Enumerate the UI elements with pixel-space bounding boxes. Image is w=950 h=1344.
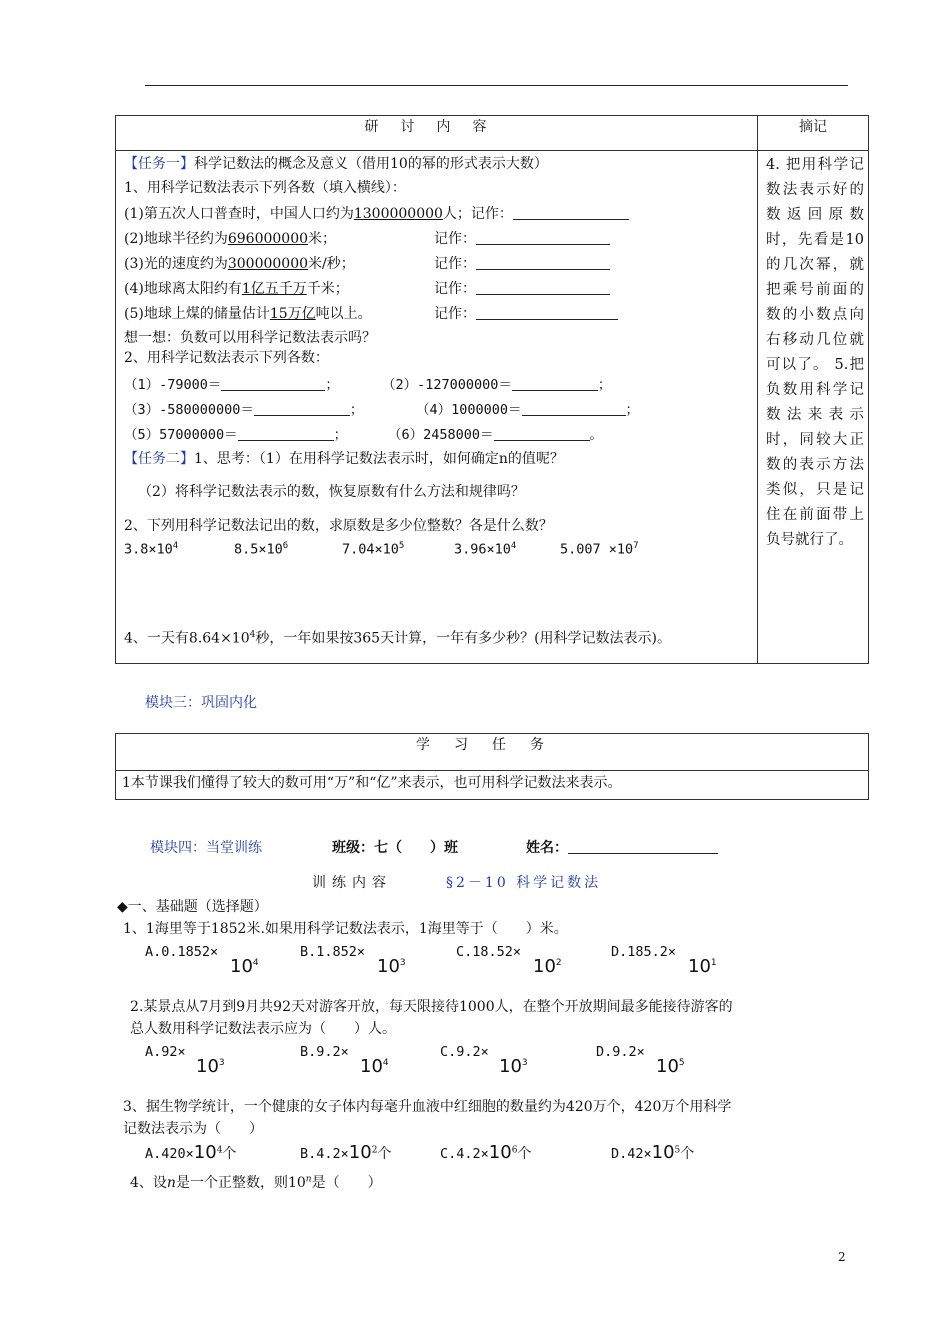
learning-task-table bbox=[115, 733, 869, 800]
basic-heading: ◆一、基础题（选择题） bbox=[117, 899, 268, 915]
item-5: (5)地球上煤的储量估计15万亿吨以上。 bbox=[124, 306, 372, 322]
q2-option-a: A.92× bbox=[145, 1044, 186, 1060]
item-1: (1)第五次人口普查时，中国人口约为1300000000人；记作： bbox=[124, 203, 629, 223]
answer-blank[interactable] bbox=[476, 305, 618, 320]
notes-header: 摘记 bbox=[758, 116, 869, 151]
q2-option-d: D.9.2× bbox=[596, 1044, 645, 1060]
task2-label: 【任务二】 bbox=[124, 451, 194, 467]
discussion-table bbox=[115, 115, 869, 664]
learning-task-header: 学习任务 bbox=[116, 734, 869, 771]
header-rule bbox=[145, 85, 848, 86]
q1-option-a: A.0.1852× bbox=[145, 944, 219, 960]
q3-option-c: $C.4.2\times 10^6$个 bbox=[440, 1142, 532, 1163]
name-label: 姓名： bbox=[526, 837, 718, 857]
answer-blank[interactable] bbox=[476, 230, 610, 245]
training-section: §2－10 科学记数法 bbox=[446, 875, 602, 891]
think-text: 想一想：负数可以用科学记数法表示吗？ bbox=[124, 330, 376, 346]
q1-option-c: C.18.52× bbox=[456, 944, 522, 960]
q1-option-d: D.185.2× bbox=[611, 944, 677, 960]
q2-stem: 2.某景点从7月到9月共92天对游客开放，每天限接待1000人，在整个开放期间最多能接待游客的 bbox=[130, 999, 733, 1015]
q3-option-d: $D.42\times 10^5$个 bbox=[611, 1142, 695, 1163]
q2-option-c: C.9.2× bbox=[440, 1044, 489, 1060]
page-number: 2 bbox=[838, 1250, 846, 1264]
answer-blank[interactable] bbox=[476, 255, 610, 270]
answer-blank[interactable] bbox=[513, 205, 629, 220]
notes-text: 4. 把用科学记数法表示好的数返回原数时，先看是10的几次幂，就把乘号前面的数的小数点向右移动几位就可以了。 5.把负数用科学记数法来表示时，同较大正数的表示方法类似，只是记住在前面带上负号就行了。 bbox=[766, 157, 864, 548]
q4-stem: 4、设n是一个正整数，则10$^n$是（ ） bbox=[130, 1174, 382, 1191]
learning-task-content: 1本节课我们懂得了较大的数可用“万”和“亿”来表示，也可用科学记数法来表示。 bbox=[116, 771, 869, 800]
discussion-content: 【任务一】科学记数法的概念及意义（借用10的幂的形式表示大数） 1、用科学记数法表示下列各数（填入横线）： (1)第五次人口普查时，中国人口约为1300000000人；记作： (2)地球半径约为696000000米； 记作： (3)光的速度约为300000000米/秒； 记作： (4)地球离太阳约有1亿五千万千米； 记作： (5)地球上煤的储量估计15万亿吨以上。 记作： 想一想：负数可以用科学记数法表示吗？ 2、用科学记数法表示下列各数： （1）-79000＝ ； （2）-127000000＝ ； （3）-580000000＝ ； （4）1000000＝ ； （5）57000000＝ ； （6）2458000＝ 。 【任务二】1、思考：（1）在用科学记数法表示时，如何确定n的值呢？ （2）将科学记数法表示的数，恢复原数有什么方法和规律吗？ 2、下列用科学记数法记出的数，求原数是多少位整数？各是什么数？ $3.8\times 10^4$ $8.5\times 10^6$ $7.04\times 10^5$ $3.96\times 10^4$ $5.007 \times 10^7$ 4、一天有$8.64\times 10^4$秒，一年如果按365天计算，一年有多少秒？(用科学记数法表示)。 bbox=[116, 151, 758, 664]
item-2: (2)地球半径约为696000000米； bbox=[124, 231, 337, 247]
module4-title: 模块四：当堂训练 bbox=[150, 840, 262, 856]
q2-intro: 2、用科学记数法表示下列各数： bbox=[124, 350, 329, 366]
item-4: (4)地球离太阳约有1亿五千万千米； bbox=[124, 281, 349, 297]
q2-option-b: B.9.2× bbox=[300, 1044, 349, 1060]
discussion-header: 研讨内容 bbox=[116, 116, 758, 151]
task1-text: 科学记数法的概念及意义（借用10的幂的形式表示大数） bbox=[194, 156, 548, 172]
q4-text: 4、一天有$8.64\times 10^4$秒，一年如果按365天计算，一年有多少秒？(用科学记数法表示)。 bbox=[124, 630, 672, 647]
q3-option-b: $B.4.2\times 10^2$个 bbox=[300, 1142, 392, 1163]
task2-line: 【任务二】1、思考：（1）在用科学记数法表示时，如何确定n的值呢？ bbox=[124, 451, 564, 467]
q3-stem: 3、据生物学统计，一个健康的女子体内每毫升血液中红细胞的数量约为420万个，420万个用科学 bbox=[123, 1099, 732, 1115]
task1-label: 【任务一】 bbox=[124, 156, 194, 172]
name-field[interactable] bbox=[568, 839, 718, 854]
q1-stem: 1、1海里等于1852米.如果用科学记数法表示，1海里等于（ ）米。 bbox=[123, 921, 568, 937]
item-3: (3)光的速度约为300000000米/秒； bbox=[124, 256, 355, 272]
q1-option-b: B.1.852× bbox=[300, 944, 366, 960]
class-label: 班级：七（ ）班 bbox=[332, 840, 458, 856]
answer-blank[interactable] bbox=[476, 280, 610, 295]
q3-option-a: $A.420\times 10^4$个 bbox=[145, 1142, 237, 1163]
notes-cell bbox=[758, 151, 869, 664]
q1-intro: 1、用科学记数法表示下列各数（填入横线）： bbox=[124, 180, 406, 196]
task1-line bbox=[124, 153, 548, 173]
training-title: 训练内容 bbox=[312, 875, 392, 891]
module3-title: 模块三：巩固内化 bbox=[145, 695, 257, 711]
